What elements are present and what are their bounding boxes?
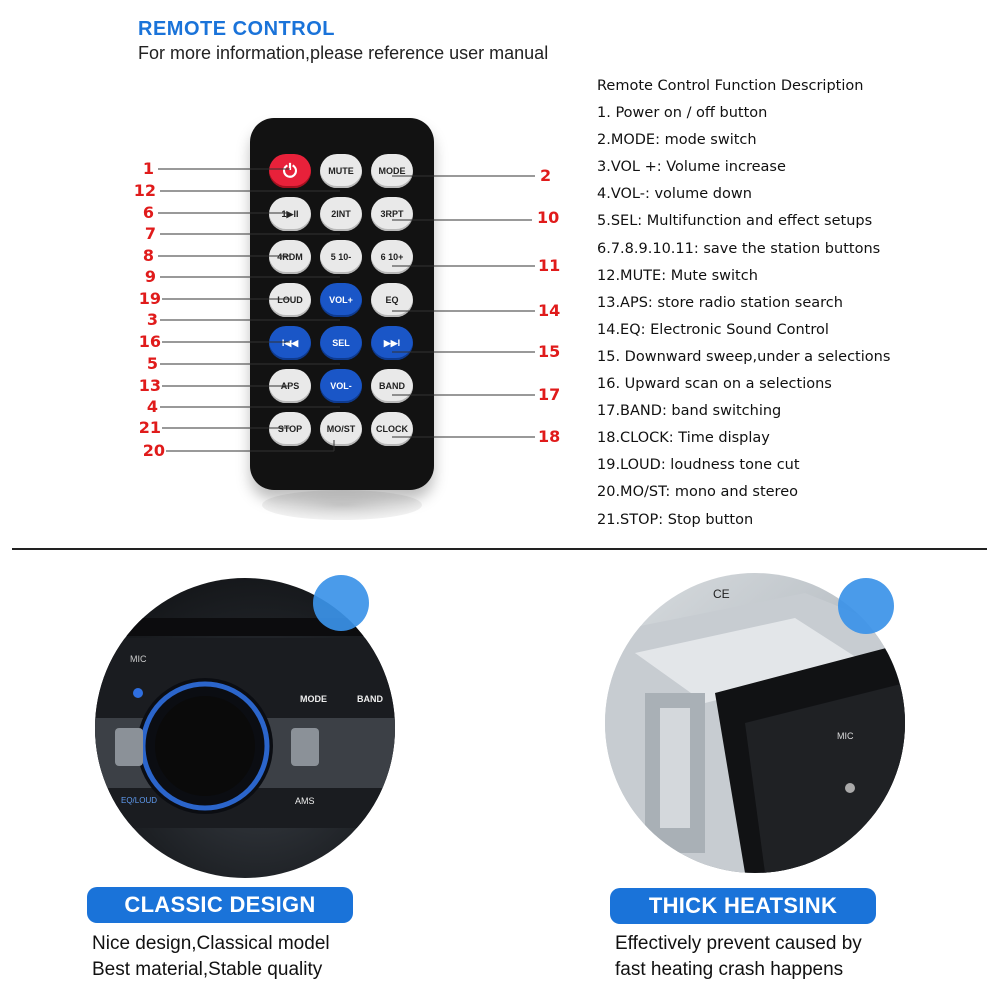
eq-button[interactable]: EQ xyxy=(371,283,413,317)
power-button[interactable]: ⏻ xyxy=(269,154,311,188)
clock-button[interactable]: CLOCK xyxy=(371,412,413,446)
description-item: 21.STOP: Stop button xyxy=(597,511,754,528)
callout-9: 9 xyxy=(144,267,156,286)
callout-8: 8 xyxy=(142,246,154,265)
description-item: 15. Downward sweep,under a selections xyxy=(597,348,891,365)
caption-line: Effectively prevent caused by xyxy=(615,933,862,954)
ams-label: AMS xyxy=(295,796,315,806)
callout-16: 16 xyxy=(138,332,161,351)
callout-15: 15 xyxy=(538,342,561,361)
preset-1-button[interactable]: 1▶II xyxy=(269,197,311,231)
most-button[interactable]: MO/ST xyxy=(320,412,362,446)
stop-button[interactable]: STOP xyxy=(269,412,311,446)
description-item: 14.EQ: Electronic Sound Control xyxy=(597,321,829,338)
vol-down-button[interactable]: VOL- xyxy=(320,369,362,403)
classic-design-badge: CLASSIC DESIGN xyxy=(87,887,353,923)
preset-3-button[interactable]: 3RPT xyxy=(371,197,413,231)
sel-button[interactable]: SEL xyxy=(320,326,362,360)
callout-19: 19 xyxy=(138,289,161,308)
preset-5-button[interactable]: 5 10- xyxy=(320,240,362,274)
preset-6-button[interactable]: 6 10+ xyxy=(371,240,413,274)
callout-11: 11 xyxy=(538,256,561,275)
description-item: 3.VOL +: Volume increase xyxy=(597,159,786,176)
callout-4: 4 xyxy=(146,397,158,416)
section-divider xyxy=(12,548,987,550)
description-item: 19.LOUD: loudness tone cut xyxy=(597,457,800,474)
callout-3: 3 xyxy=(146,310,158,329)
mic-label: MIC xyxy=(130,654,147,664)
mute-button[interactable]: MUTE xyxy=(320,154,362,188)
description-item: 6.7.8.9.10.11: save the station buttons xyxy=(597,240,881,257)
callout-21: 21 xyxy=(138,418,161,437)
callout-12: 12 xyxy=(133,181,156,200)
callout-1: 1 xyxy=(142,159,154,178)
vol-up-button[interactable]: VOL+ xyxy=(320,283,362,317)
description-item: 4.VOL-: volume down xyxy=(597,186,752,203)
description-item: 17.BAND: band switching xyxy=(597,403,782,420)
callout-10: 10 xyxy=(537,208,560,227)
band-button[interactable]: BAND xyxy=(371,369,413,403)
description-item: 13.APS: store radio station search xyxy=(597,294,843,311)
loud-button[interactable]: LOUD xyxy=(269,283,311,317)
description-title: Remote Control Function Description xyxy=(597,78,864,94)
preset-4-button[interactable]: 4RDM xyxy=(269,240,311,274)
mic-label-right: MIC xyxy=(837,731,854,741)
thick-heatsink-badge: THICK HEATSINK xyxy=(610,888,876,924)
classic-design-caption xyxy=(92,931,330,983)
thick-heatsink-caption xyxy=(615,931,862,983)
description-item: 20.MO/ST: mono and stereo xyxy=(597,484,798,501)
description-item: 16. Upward scan on a selections xyxy=(597,376,832,393)
page-subtitle: For more information,please reference user manual xyxy=(138,43,549,63)
caption-line: Nice design,Classical model xyxy=(92,933,330,954)
decor-dot-left xyxy=(313,575,369,631)
caption-line: Best material,Stable quality xyxy=(92,959,323,980)
preset-2-button[interactable]: 2INT xyxy=(320,197,362,231)
description-item: 12.MUTE: Mute switch xyxy=(597,267,758,284)
description-item: 2.MODE: mode switch xyxy=(597,132,757,149)
callout-13: 13 xyxy=(138,376,161,395)
callout-18: 18 xyxy=(538,427,561,446)
page-title: REMOTE CONTROL xyxy=(138,18,335,40)
mode-button[interactable]: MODE xyxy=(371,154,413,188)
description-item: 1. Power on / off button xyxy=(597,105,768,122)
ce-mark: CE xyxy=(713,587,730,601)
callout-14: 14 xyxy=(538,301,561,320)
callout-20: 20 xyxy=(142,441,165,460)
description-item: 5.SEL: Multifunction and effect setups xyxy=(597,213,873,230)
caption-line: fast heating crash happens xyxy=(615,959,844,980)
callout-7: 7 xyxy=(144,224,156,243)
eq-loud-label: EQ/LOUD xyxy=(121,796,158,805)
callout-6: 6 xyxy=(142,203,154,222)
next-button[interactable]: ▶▶I xyxy=(371,326,413,360)
decor-dot-right xyxy=(838,578,894,634)
mode-label: MODE xyxy=(300,694,327,704)
band-label: BAND xyxy=(357,694,383,704)
aps-button[interactable]: APS xyxy=(269,369,311,403)
prev-button[interactable]: I◀◀ xyxy=(269,326,311,360)
description-item: 18.CLOCK: Time display xyxy=(597,430,770,447)
callout-17: 17 xyxy=(538,385,561,404)
callout-5: 5 xyxy=(146,354,158,373)
callout-2: 2 xyxy=(540,166,552,185)
